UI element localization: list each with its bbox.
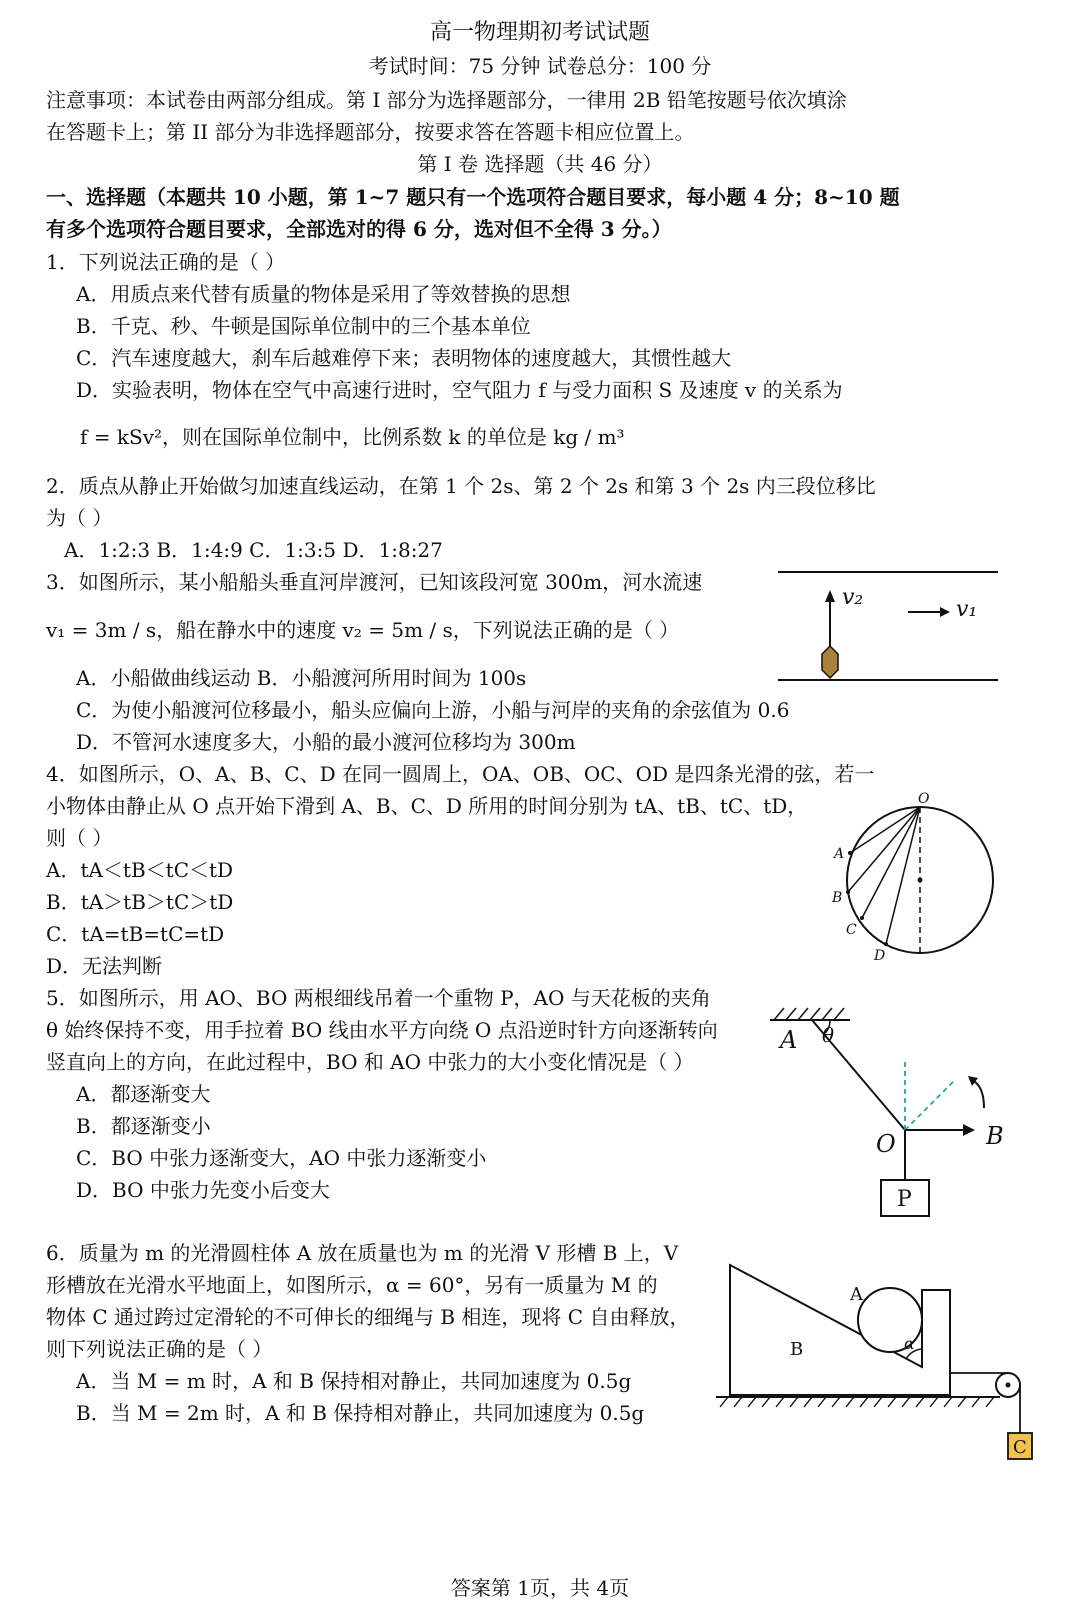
v2-arrowhead bbox=[825, 590, 835, 602]
page-footer: 答案第 1页，共 4页 bbox=[450, 1576, 630, 1600]
q5-stem-2: θ 始终保持不变，用手拉着 BO 线由水平方向绕 O 点沿逆时针方向逐渐转向 bbox=[46, 1018, 718, 1042]
q1-option-d-2: f = kSv²，则在国际单位制中，比例系数 k 的单位是 kg / m³ bbox=[80, 425, 625, 449]
label-b: B bbox=[832, 890, 843, 906]
point-c bbox=[860, 916, 864, 920]
q6-stem-2: 形槽放在光滑水平地面上，如图所示，α = 60°，另有一质量为 M 的 bbox=[46, 1273, 658, 1297]
q3-option-c: C．为使小船渡河位移最小，船头应偏向上游，小船与河岸的夹角的余弦值为 0.6 bbox=[76, 698, 790, 722]
q1-option-a: A．用质点来代替有质量的物体是采用了等效替换的思想 bbox=[76, 282, 571, 306]
label-o: O bbox=[918, 791, 930, 807]
q4-option-a: A．tA＜tB＜tC＜tD bbox=[46, 858, 234, 882]
q5-stem-1: 5．如图所示，用 AO、BO 两根细线吊着一个重物 P，AO 与天花板的夹角 bbox=[46, 986, 711, 1010]
label-b: B bbox=[986, 1122, 1004, 1150]
part1-heading: 第 I 卷 选择题（共 46 分） bbox=[417, 152, 663, 176]
circle-center bbox=[918, 878, 923, 883]
q5-option-c: C．BO 中张力逐渐变大，AO 中张力逐渐变小 bbox=[76, 1146, 487, 1170]
notice-line-2: 在答题卡上；第 II 部分为非选择题部分，按要求答在答题卡相应位置上。 bbox=[46, 120, 695, 144]
point-a bbox=[848, 851, 852, 855]
q6-vgroove-figure bbox=[710, 1255, 1040, 1470]
label-b: B bbox=[790, 1339, 804, 1360]
q5-stem-3: 竖直向上的方向，在此过程中，BO 和 AO 中张力的大小变化情况是（ ） bbox=[46, 1050, 694, 1074]
q4-option-c: C．tA=tB=tC=tD bbox=[46, 922, 225, 946]
q3-river-figure bbox=[770, 560, 1010, 690]
q4-stem-3: 则（ ） bbox=[46, 826, 113, 850]
q3-stem-2: v₁ = 3m / s，船在静水中的速度 v₂ = 5m / s，下列说法正确的是（ ） bbox=[46, 618, 680, 642]
q6-option-b: B．当 M = 2m 时，A 和 B 保持相对静止，共同加速度为 0.5g bbox=[76, 1401, 645, 1425]
q5-option-a: A．都逐渐变大 bbox=[76, 1082, 211, 1106]
q6-stem-3: 物体 C 通过跨过定滑轮的不可伸长的细绳与 B 相连，现将 C 自由释放， bbox=[46, 1305, 690, 1329]
q2-stem-1: 2．质点从静止开始做匀加速直线运动，在第 1 个 2s、第 2 个 2s 和第 3 个 2s 内三段位移比 bbox=[46, 474, 876, 498]
q4-option-d: D．无法判断 bbox=[46, 954, 163, 978]
label-c: C bbox=[846, 922, 857, 938]
q4-circle-figure bbox=[820, 790, 1010, 970]
label-a: A bbox=[834, 846, 845, 862]
notice-line-1: 注意事项：本试卷由两部分组成。第 I 部分为选择题部分，一律用 2B 铅笔按题号依次填涂 bbox=[46, 88, 847, 112]
label-c: C bbox=[1013, 1437, 1027, 1458]
q5-option-b: B．都逐渐变小 bbox=[76, 1114, 211, 1138]
exam-meta: 考试时间：75 分钟 试卷总分：100 分 bbox=[368, 54, 712, 78]
q3-option-d: D．不管河水速度多大，小船的最小渡河位移均为 300m bbox=[76, 730, 576, 754]
rotation-arrow bbox=[972, 1080, 984, 1108]
q2-options: A．1:2:3 B．1:4:9 C．1:3:5 D．1:8:27 bbox=[64, 538, 443, 562]
label-alpha: α bbox=[904, 1334, 915, 1353]
ground-hatch bbox=[720, 1397, 994, 1407]
q6-stem-1: 6．质量为 m 的光滑圆柱体 A 放在质量也为 m 的光滑 V 形槽 B 上，V bbox=[46, 1241, 679, 1265]
label-theta: θ bbox=[822, 1023, 835, 1047]
q1-stem: 1．下列说法正确的是（ ） bbox=[46, 250, 286, 274]
chord-oc bbox=[862, 807, 920, 918]
q5-tension-figure bbox=[760, 1000, 1020, 1225]
dashed-diagonal bbox=[905, 1080, 955, 1130]
q6-stem-4: 则下列说法正确的是（ ） bbox=[46, 1337, 273, 1361]
q3-option-ab: A．小船做曲线运动 B．小船渡河所用时间为 100s bbox=[76, 666, 527, 690]
chord-oa bbox=[850, 807, 920, 853]
exam-title: 高一物理期初考试试题 bbox=[429, 20, 650, 45]
pulley-axle bbox=[1006, 1383, 1011, 1388]
point-b bbox=[846, 890, 850, 894]
section-heading-1: 一、选择题（本题共 10 小题，第 1~7 题只有一个选项符合题目要求，每小题 4 分；8~10 题 bbox=[46, 185, 900, 209]
q4-stem-2: 小物体由静止从 O 点开始下滑到 A、B、C、D 所用的时间分别为 tA、tB、tC、tD， bbox=[46, 794, 808, 818]
ceiling-hatch bbox=[774, 1008, 844, 1020]
v1-arrowhead bbox=[940, 607, 950, 617]
v2-label: v₂ bbox=[842, 585, 864, 610]
label-d: D bbox=[874, 948, 886, 964]
q3-stem-1: 3．如图所示，某小船船头垂直河岸渡河，已知该段河宽 300m，河水流速 bbox=[46, 570, 703, 594]
label-o: O bbox=[876, 1130, 896, 1158]
q5-option-d: D．BO 中张力先变小后变大 bbox=[76, 1178, 330, 1202]
label-a: A bbox=[850, 1284, 863, 1305]
q4-stem-1: 4．如图所示，O、A、B、C、D 在同一圆周上，OA、OB、OC、OD 是四条光滑的弦，若一 bbox=[46, 762, 875, 786]
v1-label: v₁ bbox=[956, 597, 978, 622]
q6-option-a: A．当 M = m 时，A 和 B 保持相对静止，共同加速度为 0.5g bbox=[76, 1369, 632, 1393]
q1-option-c: C．汽车速度越大，刹车后越难停下来；表明物体的速度越大，其惯性越大 bbox=[76, 346, 732, 370]
label-p: P bbox=[897, 1187, 912, 1212]
label-a: A bbox=[780, 1026, 798, 1054]
q1-option-d-1: D．实验表明，物体在空气中高速行进时，空气阻力 f 与受力面积 S 及速度 v 的关系为 bbox=[76, 378, 843, 402]
point-d bbox=[884, 942, 888, 946]
section-heading-2: 有多个选项符合题目要求，全部选对的得 6 分，选对但不全得 3 分。） bbox=[46, 217, 672, 241]
q1-option-b: B．千克、秒、牛顿是国际单位制中的三个基本单位 bbox=[76, 314, 531, 338]
q2-stem-2: 为（ ） bbox=[46, 506, 113, 530]
q4-option-b: B．tA＞tB＞tC＞tD bbox=[46, 890, 234, 914]
boat-icon bbox=[822, 646, 838, 678]
bo-arrowhead bbox=[963, 1124, 975, 1136]
